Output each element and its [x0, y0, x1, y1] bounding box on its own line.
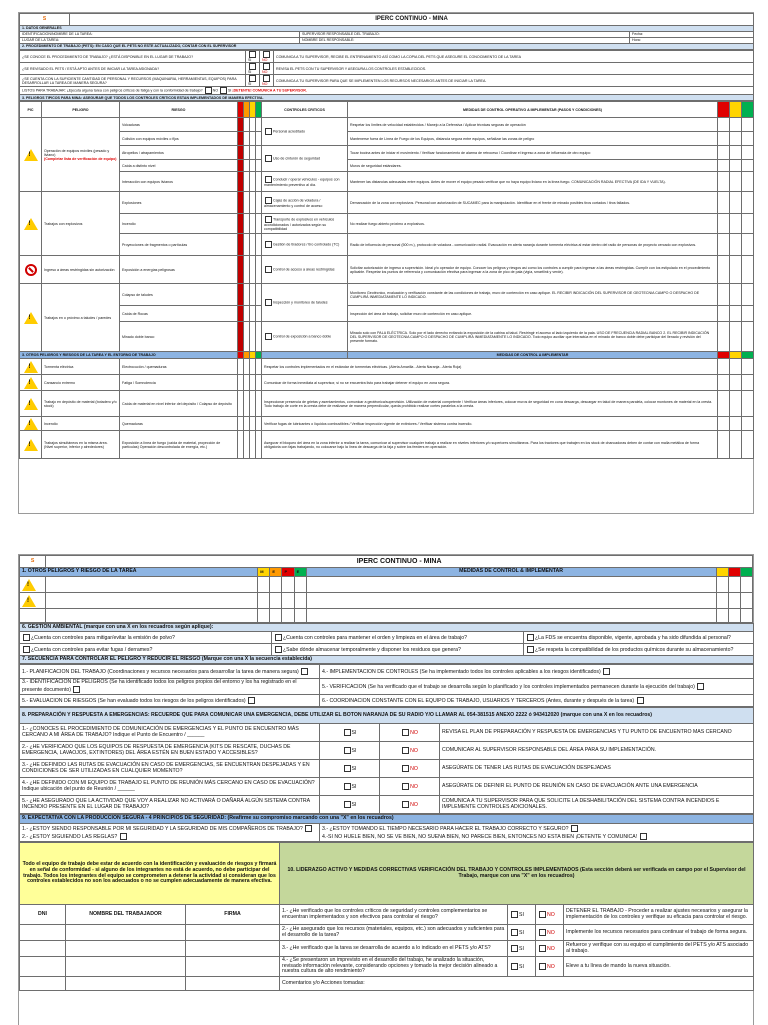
other-hazard-input[interactable]: [46, 577, 258, 593]
other-measures-header: MEDIDAS DE CONTROL & IMPLEMENTAR: [306, 568, 716, 577]
section-7-title: 7. SECUENCIA PARA CONTROLAR EL PELIGRO Y REDUCIR EL RIESGO (Marque con una X la secuencia establecida): [20, 656, 754, 664]
yes-checkbox[interactable]: SI: [246, 51, 260, 63]
section-6-title: 6. GESTION AMBIENTAL (marque con una X en los recuadros según aplique):: [20, 624, 754, 632]
control-cell: Uso de cinturón de seguridad: [262, 146, 348, 172]
hazard-row: [20, 146, 754, 160]
risk-cell: Interacción con equipos livianos: [120, 172, 238, 192]
hazard-row: [20, 192, 754, 214]
worker-name-input[interactable]: [66, 925, 186, 941]
control-cell: Control de exposición a banco doble: [262, 322, 348, 352]
no-checkbox[interactable]: [205, 87, 212, 94]
risk-cell: Electrocución / quemaduras: [120, 359, 238, 375]
task-location-label: LUGAR DE LA TAREA:: [20, 38, 300, 44]
hazard-name: Tormenta eléctrica: [42, 359, 120, 375]
other-hazard-row: [20, 359, 754, 375]
other-measure-input[interactable]: [306, 577, 716, 593]
risk-cell: Colisión con equipos móviles o fijos: [120, 132, 238, 146]
emergency-row: [20, 724, 754, 742]
control-checkbox[interactable]: [265, 155, 272, 162]
emergency-action: COMUNICA A TU SUPERVISOR PARA QUE SOLICITE LA DESHABILITACIÓN DEL SISTEMA CONTRA INCENDIOS E IMPLEMENTE CONTROLES ADICIONALES.: [440, 796, 754, 814]
leadership-section: [19, 842, 754, 991]
no-checkbox[interactable]: NO: [380, 760, 440, 778]
measure-cell: Minado solo con PALA ELÉCTRICA. Solo por el lado derecho evitando la exposición de la cabina al talud. Restringir el acceso al lado izquierdo de la pala. USO DE FRECUENCIA RADIAL BANCO 2. EL RECIBIR INDICACIÓN DEL SUPERVISOR DE GEOTECNIA CAMPO O DESPACHO DE CUMPLIRÁ INMEDIATAMENTE LO INDICADO. Todo equipo auxiliar que interactúa en el minado de banco doble debe participar del llenado y revisión del presente formato.: [348, 322, 718, 352]
emergency-question: 2.- ¿HE VERIFICADO QUE LOS EQUIPOS DE RESPUESTA DE EMERGENCIA (KITS DE RESCATE, DUCHAS DE EMERGENCIA, LAVAOJOS, EXTINTORES) DEL ÁREA ESTÉN EN BUEN ESTADO Y ACCESIBLES?: [20, 742, 320, 760]
hazard-name: Trabajo en depósito de material (botadero y/o stock): [42, 391, 120, 417]
signature-input[interactable]: [186, 925, 280, 941]
hazard-row: [20, 160, 754, 172]
measure-cell: Asegurar el bloqueo del área en la zona inferior a realizar la tarea, comunicar al supervisor cualquier trabajo a realizar en niveles inferiores y/o superiores simultáneos. Para los tractores que trabajen en los stock de chancadoras deben de contar con malla metálica de forma obligatoria con fajas trabajando, no colocarse bajo la línea de descarga de la faja y sobre los feeders en operación.: [262, 431, 718, 459]
rockfall-warning-icon: !: [20, 284, 42, 352]
no-checkbox[interactable]: NO: [260, 75, 274, 87]
hazard-row: [20, 234, 754, 256]
risk-cell: Exposición a energías peligrosas: [120, 256, 238, 284]
leader-action: Refuerce y verifique con su equipo el cumplimiento del PETS y/o ATS asociado al trabajo.: [564, 941, 754, 957]
risk-cell: Quemaduras: [120, 417, 238, 431]
measure-cell: Respetar los límites de velocidad establecidos / Manejo a la Defensiva / Aplicar técnicas seguras de operación: [348, 118, 718, 132]
team-agreement-note: Todo el equipo de trabajo debe estar de acuerdo con la identificación y evaluación de riesgos y firmará en señal de conformidad - si alguno de los integrantes no está de acuerdo, no debe participar del trabajo. Todos los integrantes del equipo se comprometen a detener la actividad si consideran que los controles establecidos no son los adecuados o no se cumplen adecuadamente de manera efectiva.: [20, 843, 280, 905]
measure-cell: Tocar bocina antes de iniciar el movimiento / Verificar funcionamiento de alarma de retroceso / Coordinar el ingreso a zona de influencia de otro equipo: [348, 146, 718, 160]
control-cell: Cajas de acción de voladura / almacenamiento y control de acceso: [262, 192, 348, 214]
emergency-action: ASEGÚRATE DE TENER LAS RUTAS DE EVACUACIÓN DESPEJADAS: [440, 760, 754, 778]
yes-checkbox[interactable]: SI: [320, 778, 380, 796]
sequence-section: [19, 664, 754, 707]
fatigue-warning-icon: !: [20, 375, 42, 391]
emergency-row: [20, 742, 754, 760]
col-controles: CONTROLES CRITICOS: [262, 102, 348, 118]
emergency-action: COMUNICAR AL SUPERVISOR RESPONSABLE DEL ÁREA PARA SU IMPLEMENTACIÓN.: [440, 742, 754, 760]
no-checkbox[interactable]: NO: [380, 778, 440, 796]
page2-header: S IPERC CONTINUO - MINA 1. OTROS PELIGROS Y RIESGO DE LA TAREA M E P E MEDIDAS DE CONTROL & IMPLEMENTAR ! !: [19, 555, 753, 623]
section-10-title: 10. LIDERAZGO ACTIVO Y MEDIDAS CORRECTIVAS VERIFICACIÓN DEL TRABAJO Y CONTROLES IMPLEMENTADOS (Esta sección deberá ser verificada en campo por el Supervisor del Trabajo, marque con una "X" en los recuadros): [280, 843, 754, 905]
hazard-row: [20, 306, 754, 322]
hazard-name: Trabajos en o próximo a taludes / paredes: [42, 284, 120, 352]
other-hazard-row: [20, 417, 754, 431]
fire-warning-icon: !: [20, 417, 42, 431]
principles-left[interactable]: 1.- ¿ESTOY SIENDO RESPONSABLE POR MI SEGURIDAD Y LA SEGURIDAD DE MIS COMPAÑEROS DE TRABAJO? 2.- ¿ESTOY SIGUIENDO LAS REGLAS?: [20, 824, 320, 842]
no-checkbox[interactable]: NO: [536, 957, 564, 977]
other-hazard-row: [20, 391, 754, 417]
environmental-section: [19, 623, 754, 664]
team-row: [20, 905, 754, 925]
no-checkbox[interactable]: NO: [536, 925, 564, 941]
risk-cell: Caída a distinto nivel: [120, 160, 238, 172]
comments-label[interactable]: Comentarios y/o Acciones tomadas:: [280, 977, 754, 991]
team-row: [20, 977, 754, 991]
measure-cell: Monitoreo Geotécnico, evaluación y verificación constante de las condiciones de trabajo, muro de contención en caso aplique. EL RECIBIR INDICACIÓN DEL SUPERVISOR DE GEOTECNIA CAMPO O DESPACHO DE CUMPLIRÁ INMEDIATAMENTE LO INDICADO.: [348, 284, 718, 306]
col-pic: PIC: [20, 102, 42, 118]
form-page-1: [18, 12, 754, 514]
principles-right[interactable]: 3.- ¿ESTOY TOMANDO EL TIEMPO NECESARIO PARA HACER EL TRABAJO CORRECTO Y SEGURO? 4.-SI NO HUELE BIEN, NO SE VE BIEN, NO SUENA BIEN, NO PARECE BIEN, ENTONCES NO ESTA BIEN ¡DETENTE Y COMUNICA!: [320, 824, 754, 842]
no-checkbox[interactable]: NO: [536, 905, 564, 925]
measure-cell: No realizar fuego abierto próximo a explosivos.: [348, 214, 718, 234]
vehicle-warning-icon: !: [20, 118, 42, 192]
measure-cell: Muros de seguridad estándares.: [348, 160, 718, 172]
form-page-2: [18, 554, 754, 1025]
yes-checkbox[interactable]: SI: [508, 905, 536, 925]
yes-checkbox[interactable]: SI: [320, 742, 380, 760]
yes-checkbox[interactable]: SI: [508, 925, 536, 941]
page-title: IPERC CONTINUO - MINA: [70, 14, 754, 26]
company-logo: S: [20, 14, 70, 26]
pets-action: COMUNICA A TU SUPERVISOR, RECIBE EL ENTRENAMIENTO ASÍ COMO LA COPIA DEL PETS QUE ASEGURE EL CONOCIMIENTO DE LA TAREA: [274, 51, 754, 63]
warning-icon: !: [20, 593, 46, 609]
env-question[interactable]: ¿Cuenta con controles para mantener el orden y limpieza en el área de trabajo?: [272, 632, 524, 644]
control-checkbox[interactable]: [265, 266, 272, 273]
col-medidas: MEDIDAS DE CONTROL OPERATIVO A IMPLEMENTAR (PASOS Y CONDICIONES): [348, 102, 718, 118]
principles-section: [19, 814, 754, 842]
no-entry-icon: [20, 256, 42, 284]
leader-action: DETENER EL TRABAJO - Proceder a realizar ajustes necesarios y asegurar la implementación de los controles y verifique su eficacia para controlar el riesgo.: [564, 905, 754, 925]
sequence-step[interactable]: 6.- COORDINACION CONSTANTE CON EL EQUIPO DE TRABAJO, USUARIOS Y TERCEROS (Antes, durante y después de la tarea): [320, 695, 754, 707]
team-row: [20, 957, 754, 977]
explosive-warning-icon: !: [20, 192, 42, 256]
no-checkbox[interactable]: NO: [260, 51, 274, 63]
measure-cell: Verificar fugas de lubricantes o líquidos combustibles / Verificar inspección vigente de extintores / Verificar sistema contra incendio.: [262, 417, 718, 431]
measure-cell: Inspeccionar presencia de grietas y asentamientos, comunicar a geotécnica/supervisión. Utilización de material competente / Verificar áreas inferiores, colocar muros de seguridad en cona descarga, descargar en talud de manera paralela, colocar montones de material en la cresta. Todo trabajo de corte en la cresta debe de realizarse de manera perpendicular, queda prohibido realizar cortes paralelos a la cresta.: [262, 391, 718, 417]
supervisor-label: SUPERVISOR RESPONSABLE DEL TRABAJO:: [300, 32, 630, 38]
signature-input[interactable]: [186, 957, 280, 977]
control-cell: Gestión de tiradores / tiro controlado (TC): [262, 234, 348, 256]
measure-cell: Demarcación de la zona con explosivos. Personal con autorización de SUCAMEC para la manipulación. Identificar en el frente de minado posibles tiros cortados / tiros fallados.: [348, 192, 718, 214]
emergency-action: REVISA EL PLAN DE PREPARACIÓN Y RESPUESTA DE EMERGENCIAS Y TU PUNTO DE ENCUENTRO MAS CERCANO: [440, 724, 754, 742]
pets-question: ¿SE CUENTA CON LA SUFICIENTE CANTIDAD DE PERSONAL Y RECURSOS (MAQUINARIA, HERRAMIENTAS, EQUIPOS) PARA DESARROLLAR LA TAREA DE MANERA SEGURA?: [20, 75, 246, 87]
control-checkbox[interactable]: [265, 241, 272, 248]
hazard-name: Trabajos con explosivos: [42, 192, 120, 256]
sequence-step[interactable]: 5.- EVALUACION DE RIESGOS (Se han evaluado todos los riesgos de los peligros identificados): [20, 695, 320, 707]
risk-cell: Atropellos / atrapamientos: [120, 146, 238, 160]
worker-name-input[interactable]: [66, 941, 186, 957]
control-checkbox[interactable]: [265, 128, 272, 135]
control-cell: Conducir / operar vehículos - equipos con mantenimiento preventivo al día.: [262, 172, 348, 192]
control-checkbox[interactable]: [265, 197, 272, 204]
hazard-name: Operación de equipos móviles (pesado y liviano) (Completar lista de verificación de equipo): [42, 118, 120, 192]
residual-red: [718, 102, 730, 118]
measure-cell: Inspección del área de trabajo, solicitar muro de contención en caso aplique.: [348, 306, 718, 322]
company-logo: S: [20, 556, 46, 568]
team-row: [20, 925, 754, 941]
sequence-step[interactable]: 3.- IDENTIFICACION DE PELIGROS (Se ha identificado todos los peligros propios del entorno y los ha registrado en el presente documento): [20, 679, 320, 695]
control-checkbox[interactable]: [265, 333, 272, 340]
no-checkbox[interactable]: NO: [536, 941, 564, 957]
leader-question: 3.- ¿He verificado que la tarea se desarrolla de acuerdo a lo indicado en el PETS y/o ATS?: [280, 941, 508, 957]
warning-icon: !: [20, 577, 46, 593]
header-table: [19, 13, 754, 50]
env-question[interactable]: ¿Cuenta con controles para evitar fugas / derrames?: [20, 644, 272, 656]
control-checkbox[interactable]: [265, 299, 272, 306]
hazard-name: Trabajos simultáneos en la misma área. (Nivel superior, inferior y alrededores): [42, 431, 120, 459]
dump-warning-icon: !: [20, 391, 42, 417]
emergency-row: [20, 760, 754, 778]
section-4-title: 3. OTROS PELIGROS Y RIESGOS DE LA TAREA Y EL ENTORNO DE TRABAJO: [20, 352, 238, 359]
no-checkbox[interactable]: NO: [260, 63, 274, 75]
simultaneous-work-warning-icon: !: [20, 431, 42, 459]
measure-cell: Radio de influencia de personal (500 m.), protocolo de voladura - comunicación radial. Evacuación en alerta naranja durante tormenta eléctrica al estar dentro del radio de personas de proyecto cercado con explosivos.: [348, 234, 718, 256]
hazards-table: [19, 101, 754, 459]
col-riesgo: RIESGO: [120, 102, 238, 118]
leader-question: 2.- ¿He asegurado que los recursos (materiales, equipos, etc.) son adecuados y suficientes para el desarrollo de la tarea?: [280, 925, 508, 941]
page-title: IPERC CONTINUO - MINA: [46, 556, 753, 568]
section-9-title: 9. EXPECTATIVA CON LA PRODUCCIÓN SEGURA - 4 PRINCIPIOS DE SEGURIDAD: (Reafirme su compromiso marcando con una "X" en los recuadros): [20, 815, 754, 824]
no-checkbox[interactable]: NO: [380, 724, 440, 742]
pets-action: COMUNICA A TU SUPERVISOR PARA QUE SE IMPLEMENTEN LOS RECURSOS NECESARIOS ANTES DE INICIAR LA TAREA.: [274, 75, 754, 87]
env-question[interactable]: ¿Se respeta la compatibilidad de los productos químicos durante su almacenamiento?: [524, 644, 754, 656]
yes-checkbox[interactable]: SI: [246, 63, 260, 75]
env-question[interactable]: ¿Cuenta con controles para mitigar/evitar la emisión de polvo?: [20, 632, 272, 644]
pets-question-row: [20, 63, 754, 75]
no-checkbox[interactable]: NO: [380, 742, 440, 760]
ready-to-work-row: LISTOS PARA TRABAJAR: ¿Ejecuta alguna tarea con peligros críticos de fatiga y con la conformidad de trabajo? NO SI ¡DETENTE! COMUNICA A TU SUPERVISOR.: [20, 87, 754, 95]
hazard-name: Cansancio extremo: [42, 375, 120, 391]
yes-checkbox[interactable]: SI: [508, 941, 536, 957]
signature-input[interactable]: [186, 941, 280, 957]
measure-cell: Mantener las distancias adecuadas entre equipos. Antes de mover el equipo pesado verificar que no haya equipo liviano en la línea fuego. COMUNICACIÓN RADIAL EFECTIVA (DE IDA Y VUELTA).: [348, 172, 718, 192]
yes-checkbox[interactable]: [220, 87, 227, 94]
env-question[interactable]: ¿Sabe dónde almacenar temporalmente y disponer los residuos que genera?: [272, 644, 524, 656]
other-hazard-input[interactable]: [46, 609, 258, 623]
yes-checkbox[interactable]: SI: [320, 796, 380, 814]
date-label: Fecha:: [630, 32, 754, 38]
other-hazard-row: [20, 375, 754, 391]
leader-question: 1.- ¿He verificado que los controles críticos de seguridad y controles complementarios se encuentran implementados y son efectivos para controlar el riesgo?: [280, 905, 508, 925]
risk-cell: Volcaduras: [120, 118, 238, 132]
risk-cell: Incendio: [120, 214, 238, 234]
section-2-title: 2. PROCEDIMIENTO DE TRABAJO (PETS): EN CASO QUE EL PETS NO ESTE ACTUALIZADO, CONTAR CON EL SUPERVISOR: [20, 44, 754, 50]
yes-checkbox[interactable]: SI: [320, 760, 380, 778]
pets-question: ¿SE REVISADO EL PETS / ESTÁ APTO ANTES DE INICIAR LA TAREA ASIGNADA?: [20, 63, 246, 75]
emergency-question: 4.- ¿HE DEFINIDO CON MI EQUIPO DE TRABAJO EL PUNTO DE REUNIÓN MÁS CERCANO EN CASO DE EVACUACIÓN? Indique ubicación del punto de Reunión / ______: [20, 778, 320, 796]
stop-warning: ¡DETENTE! COMUNICA A TU SUPERVISOR.: [232, 88, 307, 93]
control-checkbox[interactable]: [265, 176, 272, 183]
hazard-name: Incendio: [42, 417, 120, 431]
section-1-title: 1. DATOS GENERALES: [20, 26, 754, 32]
control-cell: Transporte de explosivos en vehículos acondicionados / autorizados según su compatibilidad: [262, 214, 348, 234]
yes-checkbox[interactable]: SI: [246, 75, 260, 87]
risk-cell: Explosiones: [120, 192, 238, 214]
hazard-name: Ingreso a áreas restringidas sin autorización: [42, 256, 120, 284]
risk-cell: Minado doble banco: [120, 322, 238, 352]
yes-checkbox[interactable]: SI: [508, 957, 536, 977]
residual-yellow: [730, 102, 742, 118]
col-worker-name: NOMBRE DEL TRABAJADOR: [66, 905, 186, 925]
control-cell: Personal acreditado: [262, 118, 348, 146]
dni-input[interactable]: [20, 941, 66, 957]
leader-action: Eleve a tu línea de mando la nueva situación.: [564, 957, 754, 977]
hazard-row: [20, 172, 754, 192]
emergency-section: [19, 707, 754, 814]
lightning-warning-icon: !: [20, 359, 42, 375]
section-8-title: 8. PREPARACIÓN Y RESPUESTA A EMERGENCIAS: RECUERDE QUE PARA COMUNICAR UNA EMERGENCIA, DEBE UTILIZAR EL BOTON NARANJA DE SU RADIO Y/O LLAMAR AL 054-381515 ANEXO 2222 ó 943412020 (marque con una X en los recuadros): [20, 708, 754, 724]
measure-cell: Solicitar autorización de ingreso a supervisión. Ideal y/o operador de equipo. Conocer los peligros y riesgos así como los controles a cumplir para ingresar a las áreas restringidas. Cumplir con los estipulado en el procedimiento aplicable. Respetar los puntos de referencia y comunicación efectiva para ingresar a la zona de pico de pala (vigía, smartlink y verde).: [348, 256, 718, 284]
risk-cell: Caída de material en nivel inferior del depósito / Colapso de depósito: [120, 391, 238, 417]
col-peligro: PELIGRO: [42, 102, 120, 118]
page-gap: [0, 514, 768, 552]
col-dni: DNI: [20, 905, 66, 925]
sequence-step[interactable]: 5.- VERIFICACION (Se ha verificado que el trabajo se desarrolla según lo planificado y los controles implementados permanecen durante la ejecución del trabajo): [320, 679, 754, 695]
worker-name-input[interactable]: [66, 957, 186, 977]
env-question[interactable]: ¿La FDS se encuentra disponible, vigente, aprobada y ha sido difundida al personal?: [524, 632, 754, 644]
section-4-measures-header: MEDIDAS DE CONTROL A IMPLEMENTAR: [348, 352, 718, 359]
hazard-row: [20, 118, 754, 132]
team-row: [20, 941, 754, 957]
time-label: Hora:: [630, 38, 754, 44]
other-hazards-title: 1. OTROS PELIGROS Y RIESGO DE LA TAREA: [20, 568, 258, 577]
pets-question-row: [20, 51, 754, 63]
col-signature: FIRMA: [186, 905, 280, 925]
sequence-step[interactable]: 4.- IMPLEMENTACION DE CONTROLES (Se ha implementado todos los controles aplicables a los riesgos identificados): [320, 665, 754, 679]
emergency-action: ASEGÚRATE DE DEFINIR EL PUNTO DE REUNIÓN EN CASO DE EVACUACIÓN ANTE UNA EMERGENCIA: [440, 778, 754, 796]
section-3-title: 3. PELIGROS TIPICOS PARA MINA: ASEGURAR QUE TODOS LOS CONTROLES CRITICOS ESTAN IMPLEMENTADOS DE MANERA EFECTIVA.: [20, 95, 754, 101]
measure-cell: Comunicar de forma inmediata al supervisor, si no se encuentra listo para trabajar detener el equipo en zona segura.: [262, 375, 718, 391]
emergency-row: [20, 796, 754, 814]
hazard-row: [20, 132, 754, 146]
task-name-label: IDENTIFICACION/NOMBRE DE LA TAREA:: [20, 32, 300, 38]
control-cell: Inspección y monitoreo de taludes: [262, 284, 348, 322]
other-measure-input[interactable]: [306, 593, 716, 609]
risk-cell: Proyecciones de fragmentos o partículas: [120, 234, 238, 256]
risk-cell: Fatiga / Somnolencia: [120, 375, 238, 391]
control-checkbox[interactable]: [265, 216, 272, 223]
pets-action: REVISA EL PETS CON TU SUPERVISOR Y ASEGURA LOS CONTROLES ESTABLECIDOS.: [274, 63, 754, 75]
measure-cell: Respetar los controles implementados en el estándar de tormentas eléctricas. (Alerta Amarilla - Alerta Naranja - Alerta Roja): [262, 359, 718, 375]
emergency-row: [20, 778, 754, 796]
emergency-question: 5.- ¿HE ASEGURADO QUE LA ACTIVIDAD QUE VOY A REALIZAR NO ACTIVARÁ O DAÑARÁ ALGÚN SISTEMA CONTRA INCENDIO PRESENTE EN EL LUGAR DE TRABAJO?: [20, 796, 320, 814]
dni-input[interactable]: [20, 925, 66, 941]
responsible-label: NOMBRE DEL RESPONSABLE:: [300, 38, 630, 44]
other-hazard-input[interactable]: [46, 593, 258, 609]
hazard-row: [20, 214, 754, 234]
signature-input[interactable]: [186, 977, 280, 991]
worker-name-input[interactable]: [66, 977, 186, 991]
emergency-question: 3.- ¿HE DEFINIDO LAS RUTAS DE EVACUACIÓN EN CASO DE EMERGENCIAS, SE ENCUENTRAN DESPEJADAS Y EN CONDICIONES DE SER UTILIZADAS EN CUALQUIER MOMENTO?: [20, 760, 320, 778]
risk-cell: Colapso de taludes: [120, 284, 238, 306]
risk-cell: Exposición a línea de fuego (caída de material, proyección de partículas) Operación descontrolada de energía, etc.): [120, 431, 238, 459]
risk-cell: Caída de Rocas: [120, 306, 238, 322]
other-hazard-row: [20, 431, 754, 459]
pets-question-row: [20, 75, 754, 87]
leader-question: 4.- ¿Se presentaron un imprevisto en el desarrollo del trabajo, he analizado la situación, revisado información relevante, considerando opciones y tomado la mejor decisión alineado a nuestra cultura de alto rendimiento?: [280, 957, 508, 977]
pets-question: ¿SE CONOCE EL PROCEDIMIENTO DE TRABAJO? ¿ESTÁ DISPONIBLE EN EL LUGAR DE TRABAJO?: [20, 51, 246, 63]
leader-action: Implemente los recursos necesarios para continuar el trabajo de forma segura.: [564, 925, 754, 941]
other-measure-input[interactable]: [306, 609, 716, 623]
hazard-row: [20, 256, 754, 284]
dni-input[interactable]: [20, 957, 66, 977]
sequence-step[interactable]: 1.- PLANIFICACION DEL TRABAJO (Coordinaciones y recursos necesarios para desarrollar la tarea de manera segura): [20, 665, 320, 679]
no-checkbox[interactable]: NO: [380, 796, 440, 814]
emergency-question: 1.- ¿CONOCES EL PROCEDIMIENTO DE COMUNICACIÓN DE EMERGENCIAS Y EL PUNTO DE ENCUENTRO MÁS CERCANO A MI ÁREA DE TRABAJO? Indique el Punto de Encuentro / ______: [20, 724, 320, 742]
dni-input[interactable]: [20, 977, 66, 991]
control-cell: Control de acceso a áreas restringidas: [262, 256, 348, 284]
residual-green: [742, 102, 754, 118]
yes-checkbox[interactable]: SI: [320, 724, 380, 742]
hazard-row: [20, 284, 754, 306]
hazard-row: [20, 322, 754, 352]
measure-cell: Mantenerse fuera de Línea de Fuego de los Equipos, distancia segura entre equipos, señalizar las zonas de peligro: [348, 132, 718, 146]
pets-questions: [19, 50, 754, 101]
